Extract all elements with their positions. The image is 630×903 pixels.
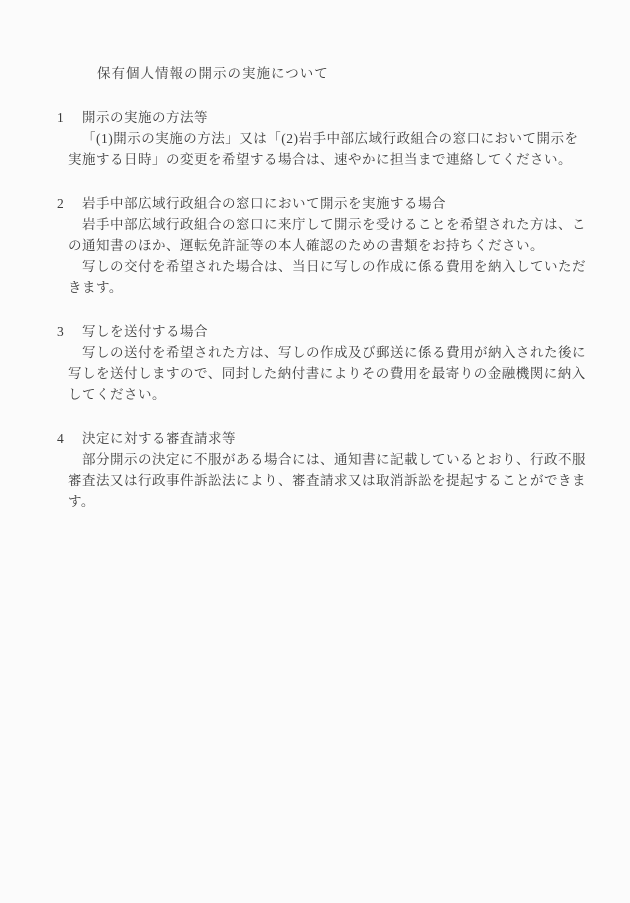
section-3-heading-text: 写しを送付する場合 [82,324,208,339]
document-title: 保有個人情報の開示の実施について [97,66,329,81]
section-2-heading [57,193,580,214]
body-line: 実施する日時」の変更を希望する場合は、速やかに担当まで連絡してください。 [68,152,572,167]
body-line: 写しの交付を希望された場合は、当日に写しの作成に係る費用を納入していただ [82,259,586,274]
section-2 [57,193,586,298]
section-3-number: 3 [57,324,65,339]
body-line: 写しの送付を希望された方は、写しの作成及び郵送に係る費用が納入された後に [82,345,586,360]
body-line: の通知書のほか、運転免許証等の本人確認のための書類をお持ちください。 [68,238,544,253]
section-1-heading [57,107,580,128]
section-1-number: 1 [57,110,65,125]
section-4-heading [57,428,580,449]
body-line: す。 [68,494,95,509]
body-line: 写しを送付しますので、同封した納付書によりその費用を最寄りの金融機関に納入 [68,366,586,381]
section-4-heading-text: 決定に対する審査請求等 [82,431,236,446]
body-line: 「(1)開示の実施の方法」又は「(2)岩手中部広域行政組合の窓口において開示を [82,131,579,146]
body-line: してください。 [68,387,166,402]
section-2-number: 2 [57,196,65,211]
section-4 [57,428,586,512]
section-1 [57,107,580,170]
body-line: 部分開示の決定に不服がある場合には、通知書に記載しているとおり、行政不服 [82,452,586,467]
body-line: きます。 [68,280,123,295]
section-4-number: 4 [57,431,65,446]
section-1-heading-text: 開示の実施の方法等 [82,110,208,125]
section-2-heading-text: 岩手中部広域行政組合の窓口において開示を実施する場合 [82,196,446,211]
body-line: 岩手中部広域行政組合の窓口に来庁して開示を受けることを希望された方は、こ [82,217,586,232]
section-3 [57,321,586,405]
body-line: 審査法又は行政事件訴訟法により、審査請求又は取消訴訟を提起することができま [68,473,586,488]
section-3-heading [57,321,580,342]
